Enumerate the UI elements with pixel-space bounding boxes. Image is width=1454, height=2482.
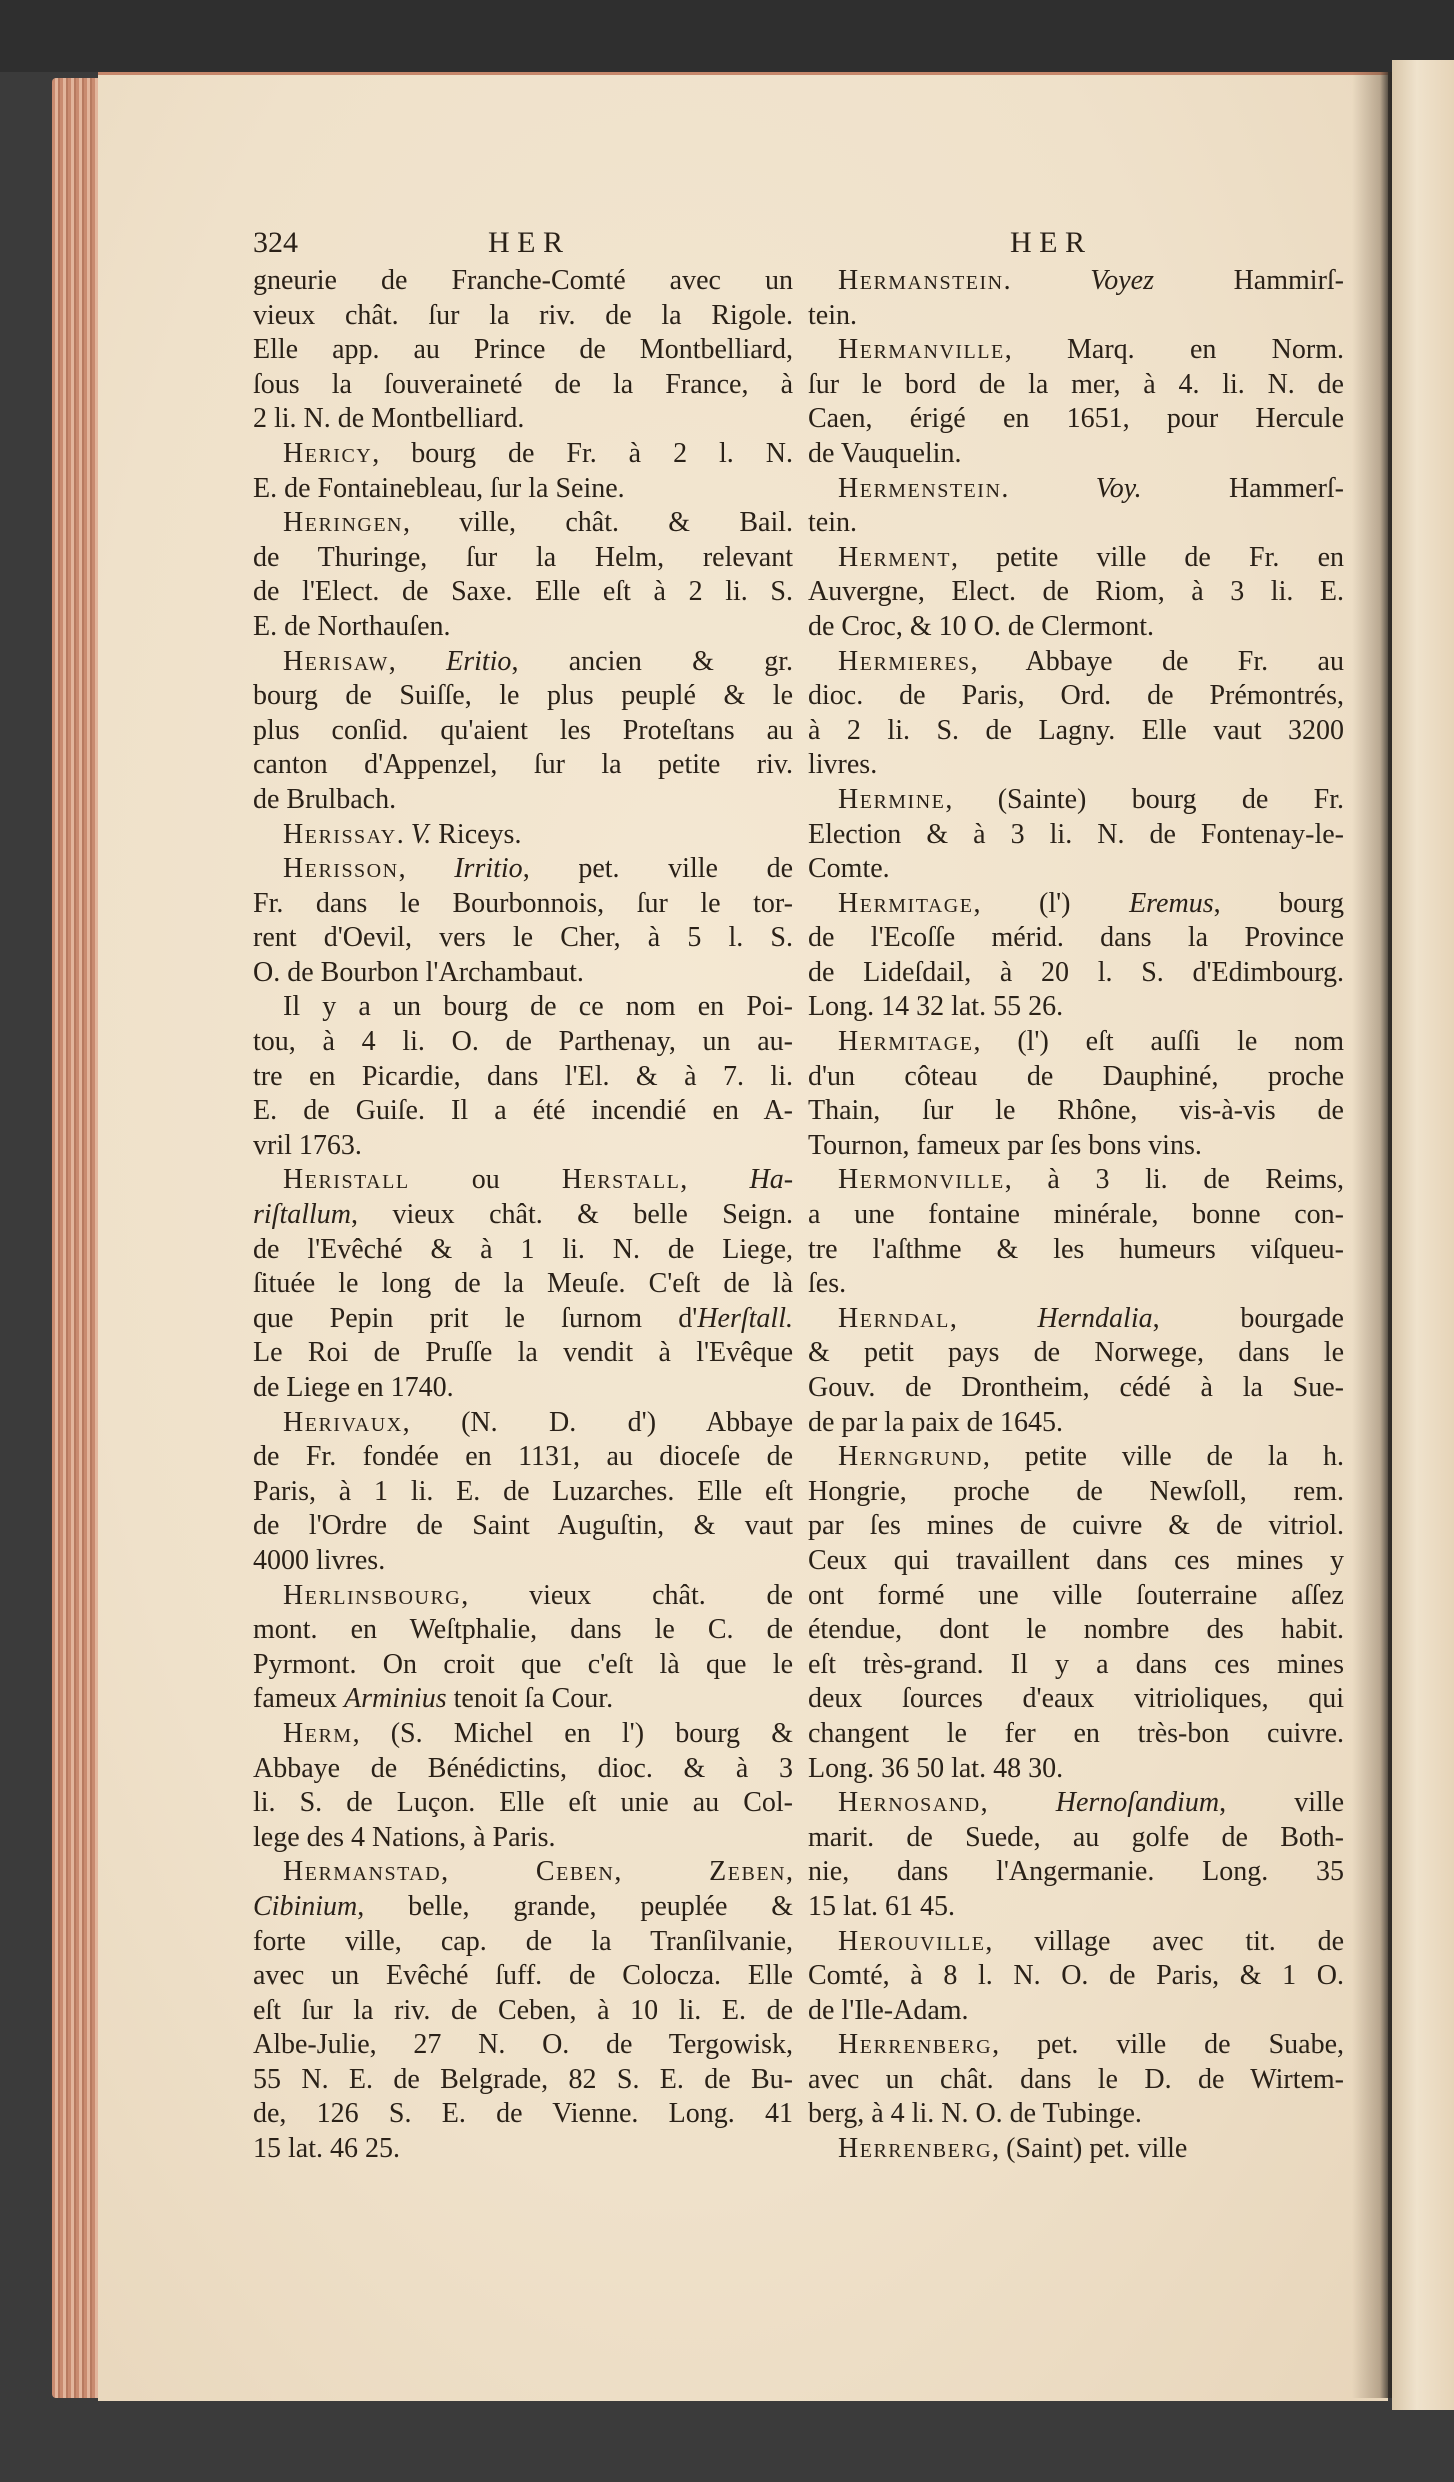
entry-text: tenoit ſa Cour.: [446, 1683, 614, 1715]
entry-text: avec un Evêché ſuff. de Colocza. Elle: [253, 1960, 793, 1992]
entry-text: que Pepin prit le ſurnom d': [253, 1302, 698, 1334]
text-line: [253, 1060, 793, 1095]
entry-text: ,: [441, 1856, 536, 1888]
entry-headword: Hermieres: [838, 645, 971, 677]
text-line: [253, 1025, 793, 1060]
entry-text: , ville, chât. & Bail.: [402, 507, 793, 539]
entry-text: E. de Guiſe. Il a été incendié en A-: [253, 1095, 793, 1127]
entry-text: Albe-Julie, 27 N. O. de Tergowisk,: [253, 2029, 793, 2061]
running-head-right: H E R: [1010, 226, 1085, 259]
text-line: [808, 887, 1344, 922]
entry-text: , (l'): [973, 887, 1130, 919]
entry-text: Auvergne, Elect. de Riom, à 3 li. E.: [808, 576, 1344, 608]
entry-text: Long. 36 50 lat. 48 30.: [808, 1752, 1064, 1784]
entry-headword: Herment: [838, 541, 951, 573]
entry-text: E. de Fontainebleau, ſur la Seine.: [253, 472, 625, 504]
entry-text: , Marq. en Norm.: [1004, 334, 1344, 366]
entry-text: ,: [786, 1856, 793, 1888]
text-line: [253, 2097, 793, 2132]
text-line: [253, 402, 793, 437]
text-line: [808, 1371, 1344, 1406]
text-line: [808, 852, 1344, 887]
text-line: [808, 1060, 1344, 1095]
text-line: [253, 956, 793, 991]
text-line: [253, 1648, 793, 1683]
text-line: [253, 645, 793, 680]
text-line: [808, 1336, 1344, 1371]
entry-text: par ſes mines de cuivre & de vitriol.: [808, 1510, 1344, 1542]
text-line: [808, 645, 1344, 680]
entry-headword: Hermanville: [838, 334, 1005, 366]
entry-text: de par la paix de 1645.: [808, 1406, 1064, 1438]
entry-text: ,: [614, 1856, 710, 1888]
text-line: [808, 333, 1344, 368]
text-line: [808, 1509, 1344, 1544]
entry-text: à 2 li. S. de Lagny. Elle vaut 3200: [808, 714, 1344, 746]
entry-text: ,: [398, 853, 455, 885]
latin-name: Herſtall.: [697, 1302, 793, 1334]
entry-text: .: [1003, 265, 1091, 296]
text-line: [253, 541, 793, 576]
entry-text: canton d'Appenzel, ſur la petite riv.: [253, 749, 793, 781]
text-line: [253, 748, 793, 783]
entry-text: eſt ſur la riv. de Ceben, à 10 li. E. de: [253, 1994, 793, 2026]
text-line: [808, 818, 1344, 853]
entry-text: de l'Evêché & à 1 li. N. de Liege,: [253, 1233, 793, 1265]
text-line: [808, 1786, 1344, 1821]
text-line: [808, 1925, 1344, 1960]
text-line: [808, 1717, 1344, 1752]
entry-text: , vieux chât. de: [461, 1579, 793, 1611]
entry-headword: Hericy: [283, 437, 373, 469]
entry-text: vril 1763.: [253, 1129, 362, 1161]
entry-text: ,: [980, 1787, 1056, 1819]
text-line: [808, 299, 1344, 334]
text-line: [808, 541, 1344, 576]
entry-text: , (Saint) pet. ville: [992, 2133, 1188, 2165]
text-line: [253, 575, 793, 610]
entry-text: Le Roi de Pruſſe la vendit à l'Evêque: [253, 1337, 793, 1369]
page-number: 324: [253, 226, 298, 259]
text-line: [808, 402, 1344, 437]
entry-headword: Heristall: [283, 1164, 410, 1196]
entry-text: ſur le bord de la mer, à 4. li. N. de: [808, 368, 1344, 400]
entry-text: E. de Northauſen.: [253, 610, 451, 642]
entry-text: ,: [680, 1164, 750, 1196]
entry-text: gneurie de Franche-Comté avec un: [253, 265, 793, 296]
text-line: [253, 852, 793, 887]
entry-headword: Herrenberg: [838, 2133, 993, 2165]
entry-text: tein.: [808, 507, 857, 539]
text-line: [253, 1717, 793, 1752]
text-line: [253, 1821, 793, 1856]
text-line: [808, 1233, 1344, 1268]
text-line: [808, 472, 1344, 507]
entry-text: tre l'aſthme & les humeurs viſqueu-: [808, 1233, 1344, 1265]
entry-headword: Herrenberg: [838, 2029, 993, 2061]
text-line: [808, 1890, 1344, 1925]
latin-name: Voyez: [1090, 265, 1154, 296]
text-line: [253, 783, 793, 818]
entry-text: étendue, dont le nombre des habit.: [808, 1614, 1344, 1646]
entry-text: 4000 livres.: [253, 1544, 386, 1576]
entry-text: marit. de Suede, au golfe de Both-: [808, 1821, 1344, 1853]
entry-text: Riceys.: [431, 818, 522, 850]
text-line: [253, 2132, 793, 2167]
text-line: [253, 264, 793, 299]
entry-text: 2 li. N. de Montbelliard.: [253, 403, 525, 435]
text-line: [253, 472, 793, 507]
entry-text: Abbaye de Bénédictins, dioc. & à 3: [253, 1752, 793, 1784]
text-line: [808, 437, 1344, 472]
entry-text: berg, à 4 li. N. O. de Tubinge.: [808, 2098, 1142, 2130]
text-line: [808, 1821, 1344, 1856]
text-line: [253, 1579, 793, 1614]
entry-text: forte ville, cap. de la Tranſilvanie,: [253, 1925, 793, 1957]
text-line: [253, 610, 793, 645]
text-line: [808, 921, 1344, 956]
entry-text: de, 126 S. E. de Vienne. Long. 41: [253, 2098, 793, 2130]
text-line: [808, 1163, 1344, 1198]
entry-text: Elle app. au Prince de Montbelliard,: [253, 334, 793, 366]
text-line: [808, 1855, 1344, 1890]
text-line: [253, 1302, 793, 1337]
entry-headword: Hernosand: [838, 1787, 981, 1819]
entry-text: Comte.: [808, 853, 890, 885]
latin-name: Cibinium: [253, 1890, 358, 1922]
entry-text: li. S. de Luçon. Elle eſt unie au Col-: [253, 1787, 793, 1819]
entry-text: tre en Picardie, dans l'El. & à 7. li.: [253, 1060, 793, 1092]
entry-text: bourg de Suiſſe, le plus peuplé & le: [253, 680, 793, 712]
entry-text: , pet. ville de Suabe,: [992, 2029, 1344, 2061]
text-line: [253, 1233, 793, 1268]
entry-text: de Brulbach.: [253, 783, 397, 815]
entry-headword: Herisson: [283, 853, 399, 885]
text-line: [808, 1094, 1344, 1129]
entry-text: ſituée le long de la Meuſe. C'eſt de là: [253, 1268, 793, 1300]
entry-headword: Herisaw: [283, 645, 389, 677]
entry-text: & petit pays de Norwege, dans le: [808, 1337, 1344, 1369]
entry-headword: Herouville: [838, 1925, 986, 1957]
entry-text: , (S. Michel en l') bourg &: [352, 1717, 793, 1749]
entry-headword: Herngrund: [838, 1441, 983, 1473]
text-line: [808, 783, 1344, 818]
entry-text: de Lideſdail, à 20 l. S. d'Edimbourg.: [808, 956, 1344, 988]
entry-text: Gouv. de Drontheim, cédé à la Sue-: [808, 1372, 1344, 1403]
text-line: [253, 887, 793, 922]
entry-headword: Heringen: [283, 507, 403, 539]
text-line: [253, 368, 793, 403]
entry-text: Pyrmont. On croit que c'eſt là que le: [253, 1648, 793, 1680]
entry-text: , belle, grande, peuplée &: [357, 1890, 793, 1922]
entry-text: nie, dans l'Angermanie. Long. 35: [808, 1856, 1344, 1888]
latin-name: riſtallum: [253, 1199, 352, 1231]
entry-text: , (N. D. d') Abbaye: [402, 1406, 793, 1438]
entry-text: d'un côteau de Dauphiné, proche: [808, 1060, 1344, 1092]
entry-text: , vieux chât. & belle Seign.: [351, 1199, 793, 1231]
entry-text: de Vauquelin.: [808, 437, 962, 469]
entry-headword: Hermine: [838, 783, 946, 815]
text-line: [808, 2132, 1344, 2167]
text-line: [808, 1648, 1344, 1683]
latin-name: Eritio: [446, 645, 512, 677]
entry-headword: Hermenstein: [838, 472, 1002, 504]
text-line: [808, 1475, 1344, 1510]
entry-headword: Hermitage: [838, 1026, 974, 1058]
latin-name: Ha-: [749, 1164, 794, 1196]
text-line: [253, 679, 793, 714]
entry-text: ont formé une ville ſouterraine aſſez: [808, 1579, 1344, 1611]
text-line: [808, 990, 1344, 1025]
entry-text: tou, à 4 li. O. de Parthenay, un au-: [253, 1026, 793, 1058]
entry-text: de l'Elect. de Saxe. Elle eſt à 2 li. S.: [253, 576, 793, 608]
entry-headword: Hermitage: [838, 887, 974, 919]
entry-text: Long. 14 32 lat. 55 26.: [808, 991, 1064, 1023]
entry-text: , (l') eſt auſſi le nom: [973, 1026, 1344, 1058]
text-line: [253, 1752, 793, 1787]
text-line: [808, 748, 1344, 783]
text-line: [808, 1198, 1344, 1233]
entry-text: avec un chât. dans le D. de Wirtem-: [808, 2063, 1344, 2095]
entry-text: , petite ville de la h.: [982, 1441, 1344, 1473]
entry-text: de l'Ile-Adam.: [808, 1994, 969, 2026]
text-line: [808, 1129, 1344, 1164]
text-line: [253, 1682, 793, 1717]
entry-headword: Hermonville: [838, 1164, 1005, 1196]
entry-text: Comté, à 8 l. N. O. de Paris, & 1 O.: [808, 1960, 1344, 1992]
text-line: [253, 1890, 793, 1925]
entry-text: de l'Ordre de Saint Auguſtin, & vaut: [253, 1510, 793, 1542]
entry-text: , ville: [1219, 1787, 1344, 1819]
entry-text: ou: [409, 1164, 562, 1196]
entry-text: 15 lat. 46 25.: [253, 2133, 400, 2165]
text-line: [253, 437, 793, 472]
scan-background-top: [0, 0, 1454, 72]
entry-text: changent le fer en très-bon cuivre.: [808, 1717, 1344, 1749]
text-line: [808, 1406, 1344, 1441]
text-line: [253, 1925, 793, 1960]
entry-text: Hongrie, proche de Newſoll, rem.: [808, 1475, 1344, 1507]
text-line: [253, 714, 793, 749]
entry-text: de Fr. fondée en 1131, au dioceſe de: [253, 1441, 793, 1473]
entry-text: ,: [388, 645, 447, 677]
text-line: [253, 2063, 793, 2098]
entry-headword: Herissay: [283, 818, 397, 850]
text-line: [808, 1267, 1344, 1302]
entry-headword: Herstall: [561, 1164, 681, 1196]
entry-text: Fr. dans le Bourbonnois, ſur le tor-: [253, 887, 793, 919]
right-text-column: [808, 264, 1344, 2167]
entry-text: , à 3 li. de Reims,: [1004, 1164, 1344, 1196]
entry-headword: Herm: [283, 1717, 353, 1749]
entry-headword: Hermanstad: [283, 1856, 442, 1888]
text-line: [253, 1855, 793, 1890]
text-line: [808, 506, 1344, 541]
entry-headword: Hermanstein: [838, 265, 1004, 296]
entry-text: Paris, à 1 li. E. de Luzarches. Elle eſt: [253, 1475, 793, 1507]
text-line: [808, 2063, 1344, 2098]
text-line: [808, 1959, 1344, 1994]
text-line: [808, 1752, 1344, 1787]
text-line: [253, 1994, 793, 2029]
text-line: [253, 1613, 793, 1648]
entry-text: Thain, ſur le Rhône, vis-à-vis de: [808, 1095, 1344, 1127]
entry-text: lege des 4 Nations, à Paris.: [253, 1821, 556, 1853]
entry-text: deux ſources d'eaux vitrioliques, qui: [808, 1683, 1344, 1715]
entry-text: rent d'Oevil, vers le Cher, à 5 l. S.: [253, 922, 793, 954]
text-line: [253, 1406, 793, 1441]
text-line: [808, 714, 1344, 749]
latin-name: Arminius: [343, 1683, 447, 1715]
entry-text: plus conſid. qu'aient les Proteſtans au: [253, 714, 793, 746]
text-line: [808, 1440, 1344, 1475]
text-line: [253, 1267, 793, 1302]
latin-name: V.: [410, 818, 432, 850]
text-line: [808, 679, 1344, 714]
latin-name: Herndalia: [1037, 1302, 1153, 1334]
entry-headword: Herlinsbourg: [283, 1579, 462, 1611]
entry-text: dioc. de Paris, Ord. de Prémontrés,: [808, 680, 1344, 712]
entry-text: Hammerſ-: [1141, 472, 1344, 504]
entry-text: .: [396, 818, 411, 850]
text-line: [808, 264, 1344, 299]
text-line: [808, 2028, 1344, 2063]
entry-headword: Herivaux: [283, 1406, 403, 1438]
entry-headword: Ceben: [535, 1856, 615, 1888]
text-line: [808, 1544, 1344, 1579]
entry-text: Election & à 3 li. N. de Fontenay-le-: [808, 818, 1344, 850]
entry-text: de l'Ecoſſe mérid. dans la Province: [808, 922, 1344, 954]
entry-text: 15 lat. 61 45.: [808, 1890, 955, 1922]
text-line: [808, 1682, 1344, 1717]
entry-text: ,: [949, 1302, 1038, 1334]
text-line: [253, 1509, 793, 1544]
entry-headword: Herndal: [838, 1302, 950, 1334]
entry-text: .: [1001, 472, 1096, 504]
entry-text: Tournon, fameux par ſes bons vins.: [808, 1129, 1202, 1161]
text-line: [253, 1129, 793, 1164]
entry-text: de Croc, & 10 O. de Clermont.: [808, 610, 1155, 642]
entry-text: , petite ville de Fr. en: [950, 541, 1344, 573]
text-line: [253, 1786, 793, 1821]
entry-text: 55 N. E. de Belgrade, 82 S. E. de Bu-: [253, 2063, 793, 2095]
text-line: [808, 575, 1344, 610]
text-line: [253, 1371, 793, 1406]
entry-text: ſous la ſouveraineté de la France, à: [253, 368, 793, 400]
entry-text: fameux: [253, 1683, 344, 1715]
facing-page-edge: [1392, 60, 1454, 2410]
text-line: [253, 921, 793, 956]
entry-text: , pet. ville de: [522, 853, 793, 885]
text-line: [808, 1302, 1344, 1337]
entry-text: mont. en Weſtphalie, dans le C. de: [253, 1614, 793, 1646]
entry-text: , Abbaye de Fr. au: [970, 645, 1344, 677]
text-line: [808, 610, 1344, 645]
text-line: [253, 1959, 793, 1994]
latin-name: Irritio: [454, 853, 523, 885]
text-line: [808, 1025, 1344, 1060]
left-text-column: [253, 264, 793, 2167]
latin-name: Eremus: [1129, 887, 1214, 919]
latin-name: Hernoſandium: [1055, 1787, 1220, 1819]
entry-text: Caen, érigé en 1651, pour Hercule: [808, 403, 1344, 435]
page-gutter-shadow: [1352, 72, 1392, 2398]
entry-text: vieux chât. ſur la riv. de la Rigole.: [253, 299, 793, 331]
entry-text: , bourgade: [1152, 1302, 1344, 1334]
text-line: [253, 333, 793, 368]
entry-text: , ancien & gr.: [511, 645, 793, 677]
entry-headword: Zeben: [709, 1856, 786, 1888]
entry-text: de Liege en 1740.: [253, 1372, 454, 1403]
text-line: [808, 1994, 1344, 2029]
text-line: [253, 990, 793, 1025]
entry-text: ſes.: [808, 1268, 847, 1300]
entry-text: Il y a un bourg de ce nom en Poi-: [283, 991, 793, 1023]
text-line: [808, 368, 1344, 403]
entry-text: Ceux qui travaillent dans ces mines y: [808, 1544, 1344, 1576]
text-line: [253, 1336, 793, 1371]
text-line: [253, 506, 793, 541]
latin-name: Voy.: [1095, 472, 1142, 504]
text-line: [253, 1094, 793, 1129]
entry-text: livres.: [808, 749, 878, 781]
entry-text: , (Sainte) bourg de Fr.: [945, 783, 1344, 815]
text-line: [808, 1613, 1344, 1648]
entry-text: de Thuringe, ſur la Helm, relevant: [253, 541, 793, 573]
entry-text: a une fontaine minérale, bonne con-: [808, 1199, 1344, 1231]
text-line: [253, 2028, 793, 2063]
entry-text: , bourg: [1213, 887, 1344, 919]
running-head-left: H E R: [488, 226, 563, 259]
entry-text: tein.: [808, 299, 857, 331]
text-line: [253, 1198, 793, 1233]
text-line: [253, 1163, 793, 1198]
text-line: [808, 956, 1344, 991]
entry-text: Hammirſ-: [1153, 265, 1344, 296]
text-line: [253, 818, 793, 853]
entry-text: , village avec tit. de: [985, 1925, 1344, 1957]
entry-text: O. de Bourbon l'Archambaut.: [253, 956, 584, 988]
entry-text: , bourg de Fr. à 2 l. N.: [372, 437, 793, 469]
entry-text: eſt très-grand. Il y a dans ces mines: [808, 1648, 1344, 1680]
text-line: [253, 299, 793, 334]
text-line: [808, 2097, 1344, 2132]
text-line: [253, 1544, 793, 1579]
text-line: [253, 1440, 793, 1475]
text-line: [808, 1579, 1344, 1614]
text-line: [253, 1475, 793, 1510]
